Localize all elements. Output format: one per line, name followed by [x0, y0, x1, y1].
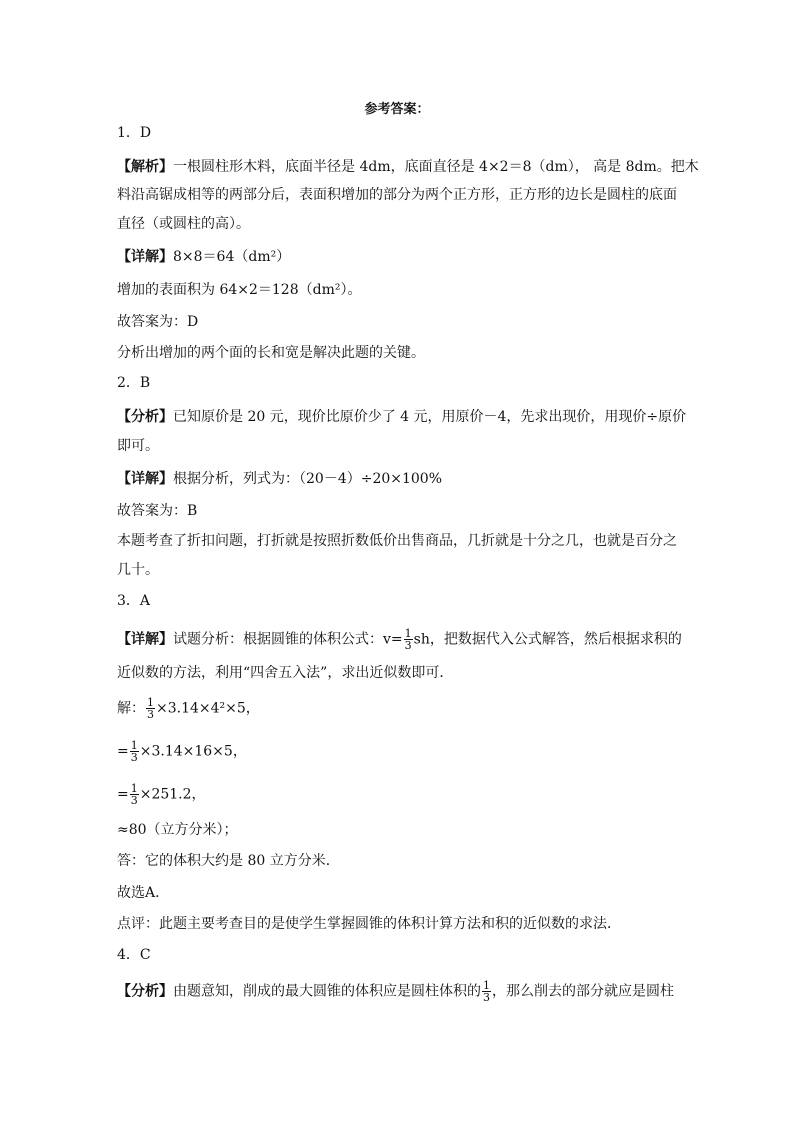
step-expression: ×3.14×16×5，	[139, 743, 247, 760]
analysis-tag: 【分析】	[117, 409, 173, 425]
q4-analysis-text-1a: 由题意知，削成的最大圆锥的体积应是圆柱体积的	[173, 983, 481, 1000]
fraction-denominator: 3	[483, 991, 490, 1004]
step-expression: ×3.14×4²×5，	[156, 700, 260, 717]
q3-step-1	[117, 697, 260, 720]
q1-analysis-line-3: 直径（或圆柱的高）。	[117, 216, 250, 232]
q3-detail-line-2: 近似数的方法，利用“四舍五入法”，求出近似数即可．	[117, 665, 454, 681]
fraction	[404, 628, 413, 651]
fraction-denominator: 3	[130, 751, 138, 764]
fraction-denominator: 3	[130, 794, 138, 807]
q1-detail-line-2: 增加的表面积为 64×2＝128（dm²）。	[117, 282, 362, 298]
analysis-tag: 【分析】	[117, 983, 173, 1000]
q4-number: 4．C	[117, 947, 151, 963]
q4-analysis-text-1b: ，那么削去的部分就应是圆柱	[492, 983, 674, 1000]
q1-analysis-line-2: 料沿高锯成相等的两部分后，表面积增加的部分为两个正方形，正方形的边长是圆柱的底面	[117, 187, 677, 203]
step-prefix: 解：	[117, 700, 145, 717]
q1-detail-text-1: 8×8＝64（dm²）	[173, 249, 291, 265]
q1-detail-line-1	[117, 248, 290, 266]
page-title: 参考答案：	[364, 102, 430, 117]
fraction	[130, 783, 139, 806]
q1-number: 1．D	[117, 125, 152, 141]
q2-note-line-1: 本题考查了折扣问题，打折就是按照折数低价出售商品，几折就是十分之几，也就是百分之	[117, 533, 677, 549]
q3-detail-text-1a: 试题分析：根据圆锥的体积公式：v=	[173, 631, 403, 648]
detail-tag: 【详解】	[117, 631, 173, 648]
fraction-numerator: 1	[404, 627, 412, 640]
q3-step-3	[117, 783, 206, 806]
fraction-denominator: 3	[147, 708, 154, 721]
q2-analysis-line-2: 即可。	[117, 438, 159, 454]
q2-analysis-text-1: 已知原价是 20 元，现价比原价少了 4 元，用原价－4，先求出现价，用现价÷原价	[173, 409, 687, 425]
q3-step-4: ≈80（立方分米）；	[117, 822, 238, 838]
q3-detail-line-1	[117, 628, 682, 651]
q1-analysis-text-1: 一根圆柱形木料，底面半径是 4dm，底面直径是 4×2＝8（dm）， 高是 8dm。把木	[173, 159, 699, 175]
fraction-numerator: 1	[147, 696, 154, 709]
detail-tag: 【详解】	[117, 249, 173, 265]
q3-step-2	[117, 740, 247, 763]
step-expression: ×251.2，	[139, 786, 206, 803]
step-prefix: =	[117, 743, 129, 760]
fraction	[146, 697, 155, 720]
q2-number: 2．B	[117, 375, 151, 391]
q2-analysis-line-1	[117, 408, 686, 426]
q3-conclusion: 答：它的体积大约是 80 立方分米．	[117, 853, 340, 869]
fraction-numerator: 1	[130, 782, 138, 795]
fraction	[482, 980, 491, 1003]
step-prefix: =	[117, 786, 129, 803]
q2-note-line-2: 几十。	[117, 562, 159, 578]
q3-number: 3．A	[117, 593, 151, 609]
q2-detail-text-1: 根据分析，列式为：（20－4）÷20×100%	[173, 471, 443, 487]
q3-choice: 故选A．	[117, 885, 170, 901]
q1-note: 分析出增加的两个面的长和宽是解决此题的关键。	[117, 345, 425, 361]
q1-analysis-line-1	[117, 158, 699, 176]
fraction-numerator: 1	[130, 739, 138, 752]
q3-detail-text-1b: sh，把数据代入公式解答，然后根据求积的	[413, 631, 682, 648]
q1-answer: 故答案为：D	[117, 314, 199, 330]
q4-analysis-line-1	[117, 980, 674, 1003]
q2-detail-line-1	[117, 470, 442, 488]
fraction	[130, 740, 139, 763]
q3-comment: 点评：此题主要考查目的是使学生掌握圆锥的体积计算方法和积的近似数的求法．	[117, 916, 621, 932]
analysis-tag: 【解析】	[117, 159, 173, 175]
detail-tag: 【详解】	[117, 471, 173, 487]
q2-answer: 故答案为：B	[117, 503, 198, 519]
fraction-denominator: 3	[404, 639, 412, 652]
fraction-numerator: 1	[483, 979, 490, 992]
